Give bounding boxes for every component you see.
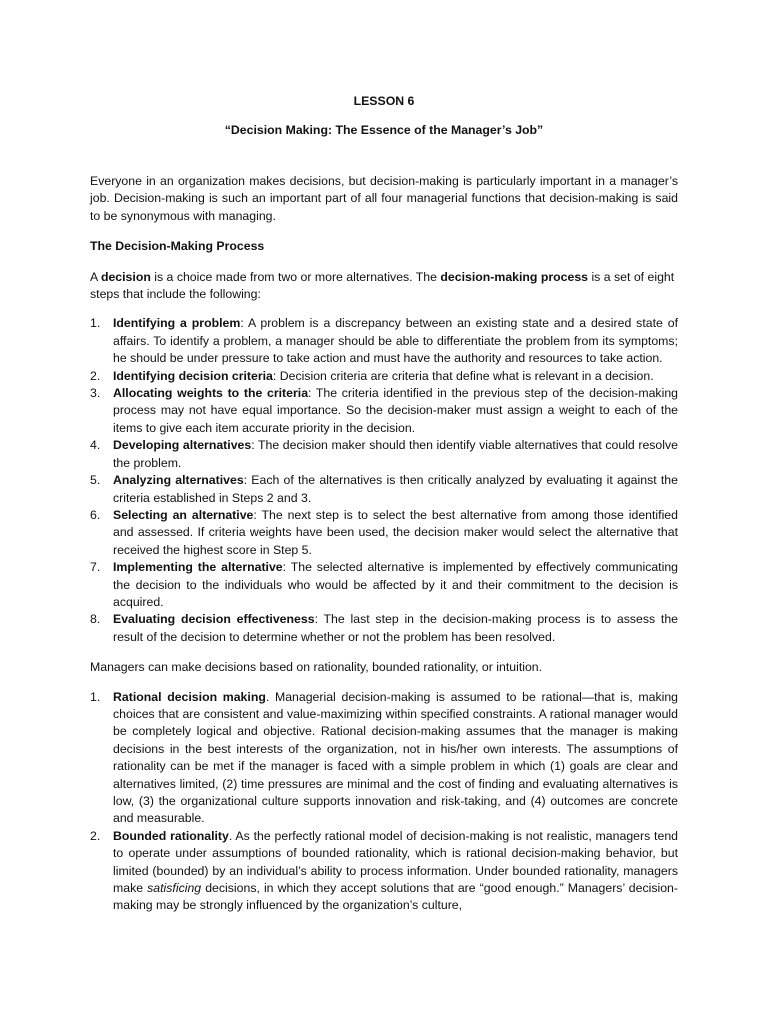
- item-text: : The selected alternative is implemented by effectively communicating the decision to the individuals who would be affected by it and their commitment to the decision is acquired.: [113, 560, 679, 609]
- item-term: Analyzing alternatives: [113, 473, 244, 488]
- item-term: Bounded rationality: [113, 828, 229, 843]
- item-term: Developing alternatives: [113, 438, 252, 453]
- list-item: [90, 472, 678, 507]
- item-text: . Managerial decision-making is assumed to be rational—that is, making choices that are consistent and value-maximizing within specified constraints. A rational manager would be completely logical and objective. Rational decision-making assumes that the manager is making decisions in the best interests of the organization, not in his/her own interests. The assumptions of rationality can be met if the manager is faced with a simple problem in which (1) goals are clear and alternatives limited, (2) time pressures are minimal and the cost of finding and evaluating alternatives is low, (3) the organizational culture supports innovation and risk-taking, and (4) outcomes are concrete and measurable.: [113, 689, 679, 826]
- definition-term-process: decision-making process: [440, 269, 589, 284]
- definition-text: is a choice made from two or more alternatives. The: [150, 269, 441, 284]
- item-number: 6.: [90, 507, 101, 522]
- item-italic-term: satisficing: [147, 881, 202, 896]
- lesson-label: LESSON 6: [353, 94, 415, 108]
- item-term: Identifying a problem: [113, 316, 241, 331]
- item-number: 1.: [90, 316, 101, 331]
- list-item: [90, 828, 678, 915]
- item-number: 8.: [90, 612, 101, 627]
- item-text: : Each of the alternatives is then critically analyzed by evaluating it against the criteria established in Steps 2 and 3.: [113, 473, 678, 505]
- section-heading: The Decision-Making Process: [90, 239, 265, 254]
- definition-text: A: [90, 269, 101, 284]
- item-number: 2.: [90, 828, 101, 843]
- item-term: Allocating weights to the criteria: [113, 386, 309, 401]
- definition-text: is a set of eight steps that include the following:: [90, 269, 675, 302]
- item-number: 5.: [90, 473, 101, 488]
- page-title: “Decision Making: The Essence of the Manager’s Job”: [224, 123, 544, 137]
- managers-paragraph: Managers can make decisions based on rationality, bounded rationality, or intuition.: [90, 660, 543, 675]
- list-item: [90, 315, 678, 367]
- intro-paragraph: Everyone in an organization makes decisions, but decision-making is particularly important in a manager’s job. Decision-making is such an important part of all four managerial functions that decision-making is said to be synonymous with managing.: [90, 174, 678, 223]
- list-item: [90, 689, 678, 828]
- item-text: : The last step in the decision-making process is to assess the result of the decision to determine whether or not the problem has been resolved.: [113, 612, 679, 644]
- item-text: : The next step is to select the best alternative from among those identified and assessed. If criteria weights have been used, the decision maker would select the alternative that received the highest score in Step 5.: [113, 507, 678, 557]
- list-item: [90, 437, 678, 472]
- item-number: 3.: [90, 386, 101, 401]
- decision-types-list: [90, 689, 678, 915]
- steps-list: [90, 315, 678, 646]
- item-text: decisions, in which they accept solutions that are “good enough.” Managers’ decision-making may be strongly influenced by the organization’s culture,: [113, 881, 678, 913]
- item-number: 1.: [90, 689, 101, 704]
- item-term: Implementing the alternative: [113, 560, 283, 575]
- item-text: . As the perfectly rational model of decision-making is not realistic, managers tend to operate under assumptions of bounded rationality, which is rational decision-making behavior, but limited (bounded) by an individual’s ability to process information. Under bounded rationality, managers make: [113, 828, 678, 896]
- item-text: : The criteria identified in the previous step of the decision-making process may not have equal importance. So the decision-maker must assign a weight to each of the items to give each item accurate priority in the decision.: [113, 386, 678, 435]
- item-text: : The decision maker should then identify viable alternatives that could resolve the problem.: [113, 438, 678, 470]
- list-item: [90, 385, 678, 437]
- item-text: : A problem is a discrepancy between an existing state and a desired state of affairs. To identify a problem, a manager should be able to differentiate the problem from its symptoms; he should be under pressure to take action and must have the authority and resources to take action.: [113, 316, 678, 366]
- item-number: 4.: [90, 438, 101, 453]
- item-term: Selecting an alternative: [113, 507, 254, 522]
- list-item: [90, 611, 678, 646]
- item-term: Rational decision making: [113, 689, 266, 704]
- list-item: [90, 559, 678, 611]
- list-item: [90, 368, 678, 385]
- item-term: Evaluating decision effectiveness: [113, 612, 315, 627]
- definition-term-decision: decision: [100, 269, 151, 284]
- item-number: 2.: [90, 368, 101, 383]
- definition-paragraph: [90, 269, 678, 304]
- item-text: : Decision criteria are criteria that define what is relevant in a decision.: [272, 368, 654, 383]
- list-item: [90, 507, 678, 559]
- item-term: Identifying decision criteria: [113, 368, 273, 383]
- item-number: 7.: [90, 560, 101, 575]
